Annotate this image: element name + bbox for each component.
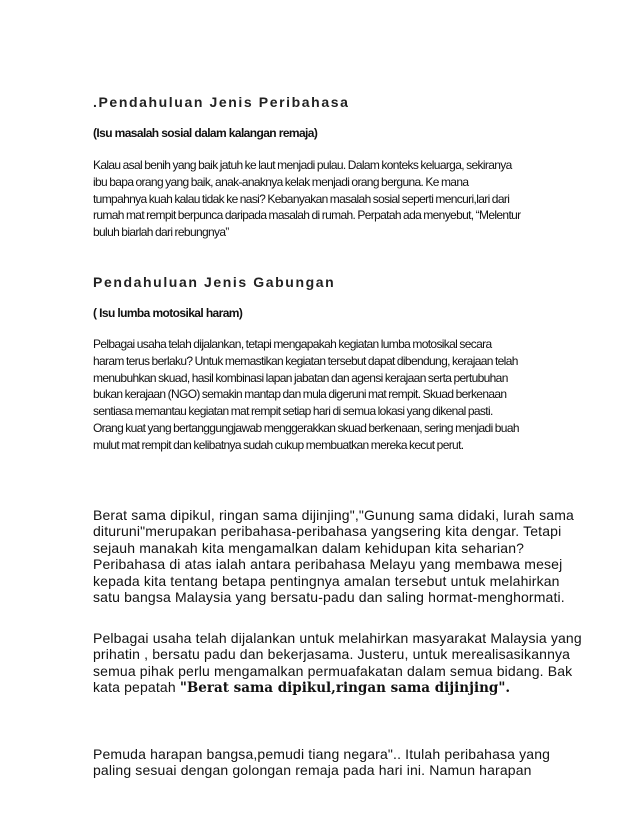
paragraph-line: rumah mat rempit berpunca daripada masalah di rumah. Perpatah ada menyebut, “Melentur bbox=[93, 208, 521, 223]
paragraph-line: satu bangsa Malaysia yang bersatu-padu dan saling hormat-menghormati. bbox=[93, 589, 565, 606]
paragraph-line: Pemuda harapan bangsa,pemudi tiang negara".. Itulah peribahasa yang bbox=[93, 746, 551, 762]
paragraph-line: Pelbagai usaha telah dijalankan, tetapi mengapakah kegiatan lumba motosikal secara bbox=[93, 337, 492, 351]
paragraph-line: Kalau asal benih yang baik jatuh ke laut menjadi pulau. Dalam konteks keluarga, sekiranya bbox=[93, 158, 512, 172]
section2-subheading: ( Isu lumba motosikal haram) bbox=[93, 306, 243, 320]
paragraph-line: mulut mat rempit dan kelibatnya sudah cukup membuatkan mereka kecut perut. bbox=[93, 437, 464, 452]
paragraph-line: bukan kerajaan (NGO) semakin mantap dan mula digeruni mat rempit. Skuad berkenaan bbox=[93, 387, 507, 402]
section2-heading: Pendahuluan Jenis Gabungan bbox=[93, 274, 336, 290]
paragraph-line: kepada kita tentang betapa pentingnya amalan tersebut untuk melahirkan bbox=[93, 572, 560, 589]
paragraph-line: Berat sama dipikul, ringan sama dijinjing","Gunung sama didaki, lurah sama bbox=[93, 507, 574, 523]
paragraph-line: haram terus berlaku? Untuk memastikan kegiatan tersebut dapat dibendung, kerajaan telah bbox=[93, 353, 518, 368]
proverb-quote: "Berat sama dipikul,ringan sama dijinjing". bbox=[179, 680, 511, 697]
paragraph-line bbox=[93, 679, 613, 696]
paragraph-line: tumpahnya kuah kalau tidak ke nasi? Kebanyakan masalah sosial seperti mencuri,lari dari bbox=[93, 191, 510, 206]
paragraph-3 bbox=[93, 507, 613, 605]
paragraph-line: ibu bapa orang yang baik, anak-anaknya kelak menjadi orang berguna. Ke mana bbox=[93, 174, 469, 189]
section2-paragraph bbox=[93, 336, 613, 454]
paragraph-line: semua pihak perlu mengamalkan permuafakatan dalam semua bidang. Bak bbox=[93, 662, 573, 679]
paragraph-line: dituruni"merupakan peribahasa-peribahasa yangsering kita dengar. Tetapi bbox=[93, 523, 562, 540]
paragraph-line: Orang kuat yang bertanggungjawab menggerakkan skuad berkenaan, sering menjadi buah bbox=[93, 420, 519, 435]
paragraph-line: Pelbagai usaha telah dijalankan untuk melahirkan masyarakat Malaysia yang bbox=[93, 630, 582, 646]
paragraph-5 bbox=[93, 746, 613, 779]
section1-heading: .Pendahuluan Jenis Peribahasa bbox=[93, 94, 350, 110]
quote-lead-in: kata pepatah bbox=[93, 679, 180, 696]
paragraph-line: sentiasa memantau kegiatan mat rempit setiap hari di semua lokasi yang dikenal pasti. bbox=[93, 404, 493, 419]
paragraph-line: paling sesuai dengan golongan remaja pada hari ini. Namun harapan bbox=[93, 762, 532, 779]
paragraph-line: buluh biarlah dari rebungnya” bbox=[93, 225, 229, 240]
paragraph-line: Peribahasa di atas ialah antara peribahasa Melayu yang membawa mesej bbox=[93, 556, 563, 573]
paragraph-4 bbox=[93, 630, 613, 697]
section1-subheading: (Isu masalah sosial dalam kalangan remaja) bbox=[93, 126, 318, 140]
section1-paragraph bbox=[93, 157, 613, 241]
paragraph-line: prihatin , bersatu padu dan bekerjasama. Justeru, untuk merealisasikannya bbox=[93, 646, 571, 663]
paragraph-line: menubuhkan skuad, hasil kombinasi lapan jabatan dan agensi kerajaan serta pertubuhan bbox=[93, 370, 508, 385]
paragraph-line: sejauh manakah kita mengamalkan dalam kehidupan kita seharian? bbox=[93, 539, 525, 556]
